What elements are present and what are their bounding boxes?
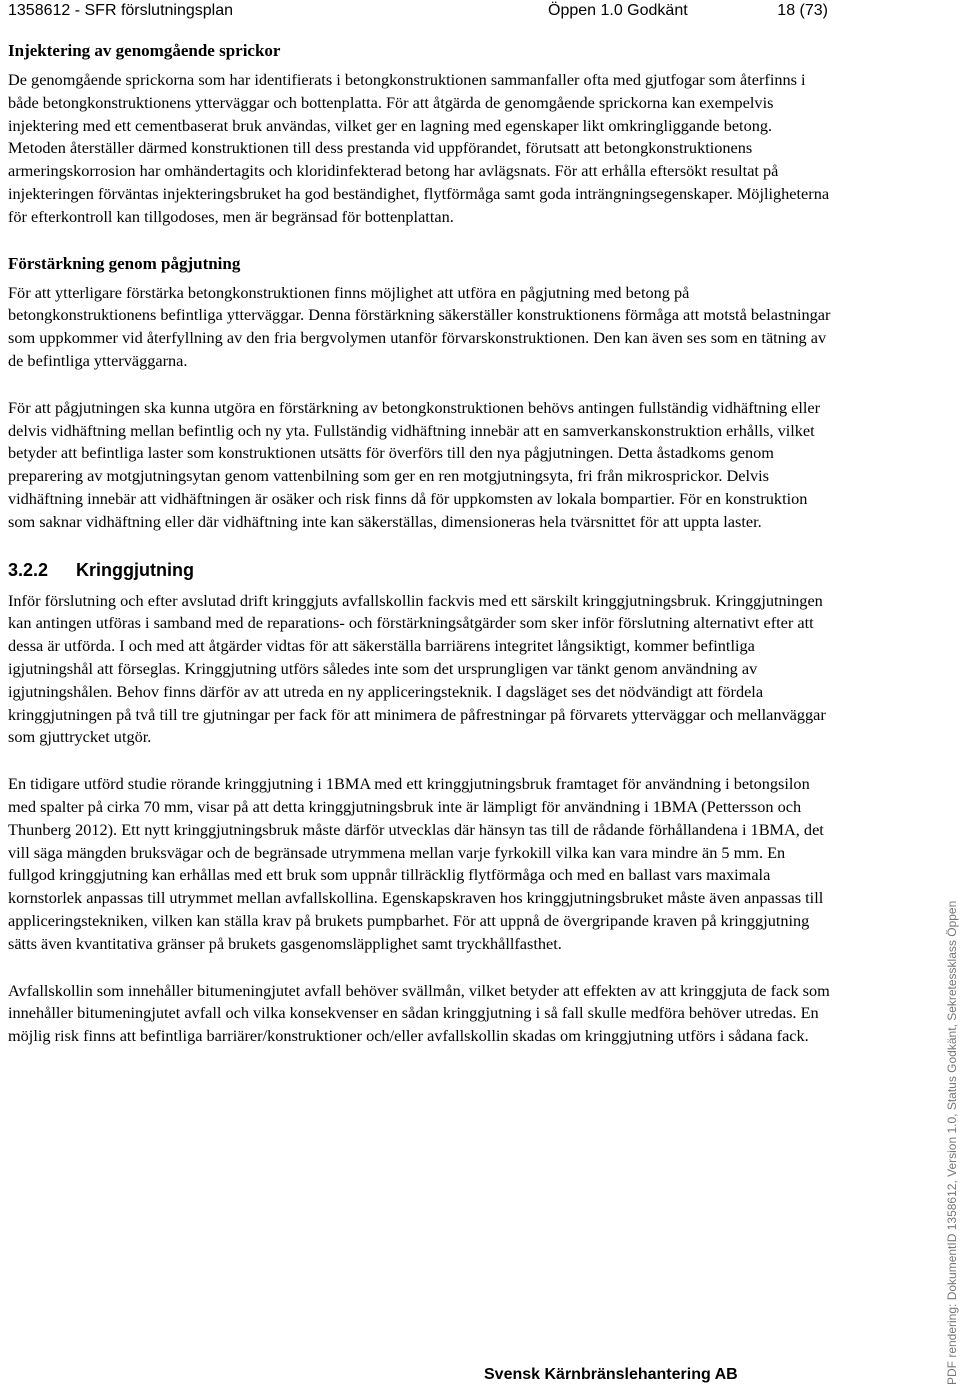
paragraph: Inför förslutning och efter avslutad drift kringgjuts avfallskollin fackvis med ett särskilt kringgjutningsbruk. Kringgjutningen kan antingen utföras i samband med de reparations- och förstärkningsåtgärder som sker inför förslutning alternativt efter att dessa är utförda. I och med att åtgärder vidtas för att säkerställa barriärens integritet långsiktigt, kommer befintliga igjutningshål att förseglas. Kringgjutning utförs således inte som det ursprungligen var tänkt genom användning av igjutningshålen. Behov finns därför av att utreda en ny appliceringsteknik. I dagsläget ses det nödvändigt att fördela kringgjutningen på två till tre gjutningar per fack för att minimera de påfrestningar på förvarets ytterväggar och mellanväggar som gjuttrycket utgör. [8,590,826,747]
section-heading-injektering: Injektering av genomgående sprickor [8,41,281,60]
document-title: 1358612 - SFR förslutningsplan [8,2,234,19]
page-number: 18 (73) [777,2,828,19]
side-rendering-note: PDF rendering: DokumentID 1358612, Version 1.0, Status Godkänt, Sekretessklass Öppen [945,900,959,1385]
document-body [8,40,834,1072]
subsection-number: 3.2.2 [8,559,49,580]
page-header [8,0,828,22]
paragraph: För att pågjutningen ska kunna utgöra en förstärkning av betongkonstruktionen behövs antingen fullständig vidhäftning eller delvis vidhäftning mellan befintlig och ny yta. Fullständig vidhäftning innebär att en samverkanskonstruktion erhålls, vilket betyder att befintliga laster som konstruktionen utsätts för överförs till den nya pågjutningen. Detta åstadkoms genom preparering av motgjutningsytan genom vattenbilning som ger en ren motgjutningsyta, fri från mikrosprickor. Delvis vidhäftning innebär att vidhäftningen är osäker och risk finns då för uppkomsten av lokala bompartier. För en konstruktion som saknar vidhäftning eller där vidhäftning inte kan säkerställas, dimensioneras hela tvärsnittet för att uppta laster. [8,397,821,531]
paragraph: En tidigare utförd studie rörande kringgjutning i 1BMA med ett kringgjutningsbruk framtaget för användning i betongsilon med spalter på cirka 70 mm, visar på att detta kringgjutningsbruk inte är lämpligt för användning i 1BMA (Pettersson och Thunberg 2012). Ett nytt kringgjutningsbruk måste därför utvecklas där hänsyn tas till de rådande förhållandena i 1BMA, det vill säga mängden bruksvägar och de begränsade utrymmena mellan varje fyrkokill vilka kan vara mindre än 5 mm. En fullgod kringgjutning kan erhållas med ett bruk som uppnår tillräcklig flytförmåga och med en ballast vars maximala kornstorlek anpassas till utrymmet mellan avfallskollina. Egenskapskraven hos kringgjutningsbruket måste även anpassas till appliceringstekniken, vilken kan ställa krav på brukets pumpbarhet. För att uppnå de övergripande kraven på kringgjutning sätts även kvantitativa gränser på brukets gasgenomsläpplighet samt tryckhållfasthet. [8,774,824,953]
paragraph: För att ytterligare förstärka betongkonstruktionen finns möjlighet att utföra en pågjutning med betong på betongkonstruktionens befintliga ytterväggar. Denna förstärkning säkerställer konstruktionens förmåga att motstå belastningar som uppkommer vid återfyllning av den fria bergvolymen utanför förvarskonstruktionen. Den kan även ses som en tätning av de befintliga ytterväggarna. [8,282,831,370]
paragraph: Avfallskollin som innehåller bitumeningjutet avfall behöver svällmån, vilket betyder att effekten av att kringgjuta de fack som innehåller bitumeningjutet avfall och vilka konsekvenser en sådan kringgjutning i så fall skulle medföra behöver utredas. En möjlig risk finns att befintliga barriärer/konstruktioner och/eller avfallskollin skadas om kringgjutning utförs i sådana fack. [8,980,830,1046]
document-status: Öppen 1.0 Godkänt [548,2,688,19]
subsection-title: Kringgjutning [76,559,194,580]
subsection-heading [8,558,834,582]
footer-company: Svensk Kärnbränslehantering AB [484,1366,738,1383]
paragraph: De genomgående sprickorna som har identifierats i betongkonstruktionen sammanfaller ofta med gjutfogar som återfinns i både betongkonstruktionens ytterväggar och bottenplatta. För att åtgärda de genomgående sprickorna kan exempelvis injektering med ett cementbaserat bruk användas, vilket ger en lagning med egenskaper likt omkringliggande betong. Metoden återställer därmed konstruktionen till dess prestanda vid uppförandet, förutsatt att betongkonstruktionens armeringskorrosion har omhändertagits och kloridinfekterad betong har avlägsnats. För att erhålla eftersökt resultat på injekteringen förväntas injekteringsbruket ha god beständighet, flytförmåga samt goda inträngningsegenskaper. Möjligheterna för efterkontroll kan tillgodoses, men är begränsad för bottenplattan. [8,70,830,226]
section-heading-forstarkning: Förstärkning genom pågjutning [8,253,241,273]
